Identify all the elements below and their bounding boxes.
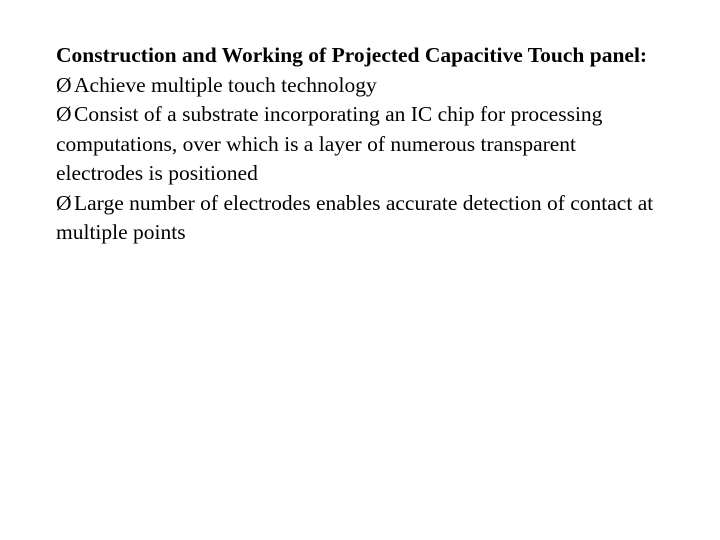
- arrow-bullet-icon: Ø: [56, 102, 72, 126]
- slide-content: [56, 41, 656, 248]
- slide-title: Construction and Working of Projected Capacitive Touch panel:: [56, 43, 648, 67]
- bullet-item: [56, 100, 656, 189]
- bullet-text: Large number of electrodes enables accurate detection of contact at multiple points: [56, 190, 654, 244]
- arrow-bullet-icon: Ø: [56, 190, 72, 215]
- bullet-item: [56, 71, 656, 101]
- bullet-item: [56, 189, 656, 248]
- bullet-text: Achieve multiple touch technology: [74, 72, 377, 97]
- bullet-text: Consist of a substrate incorporating an IC chip for processing computations, over which is a layer of numerous transparent electrodes is positioned: [56, 102, 603, 185]
- arrow-bullet-icon: Ø: [56, 72, 72, 97]
